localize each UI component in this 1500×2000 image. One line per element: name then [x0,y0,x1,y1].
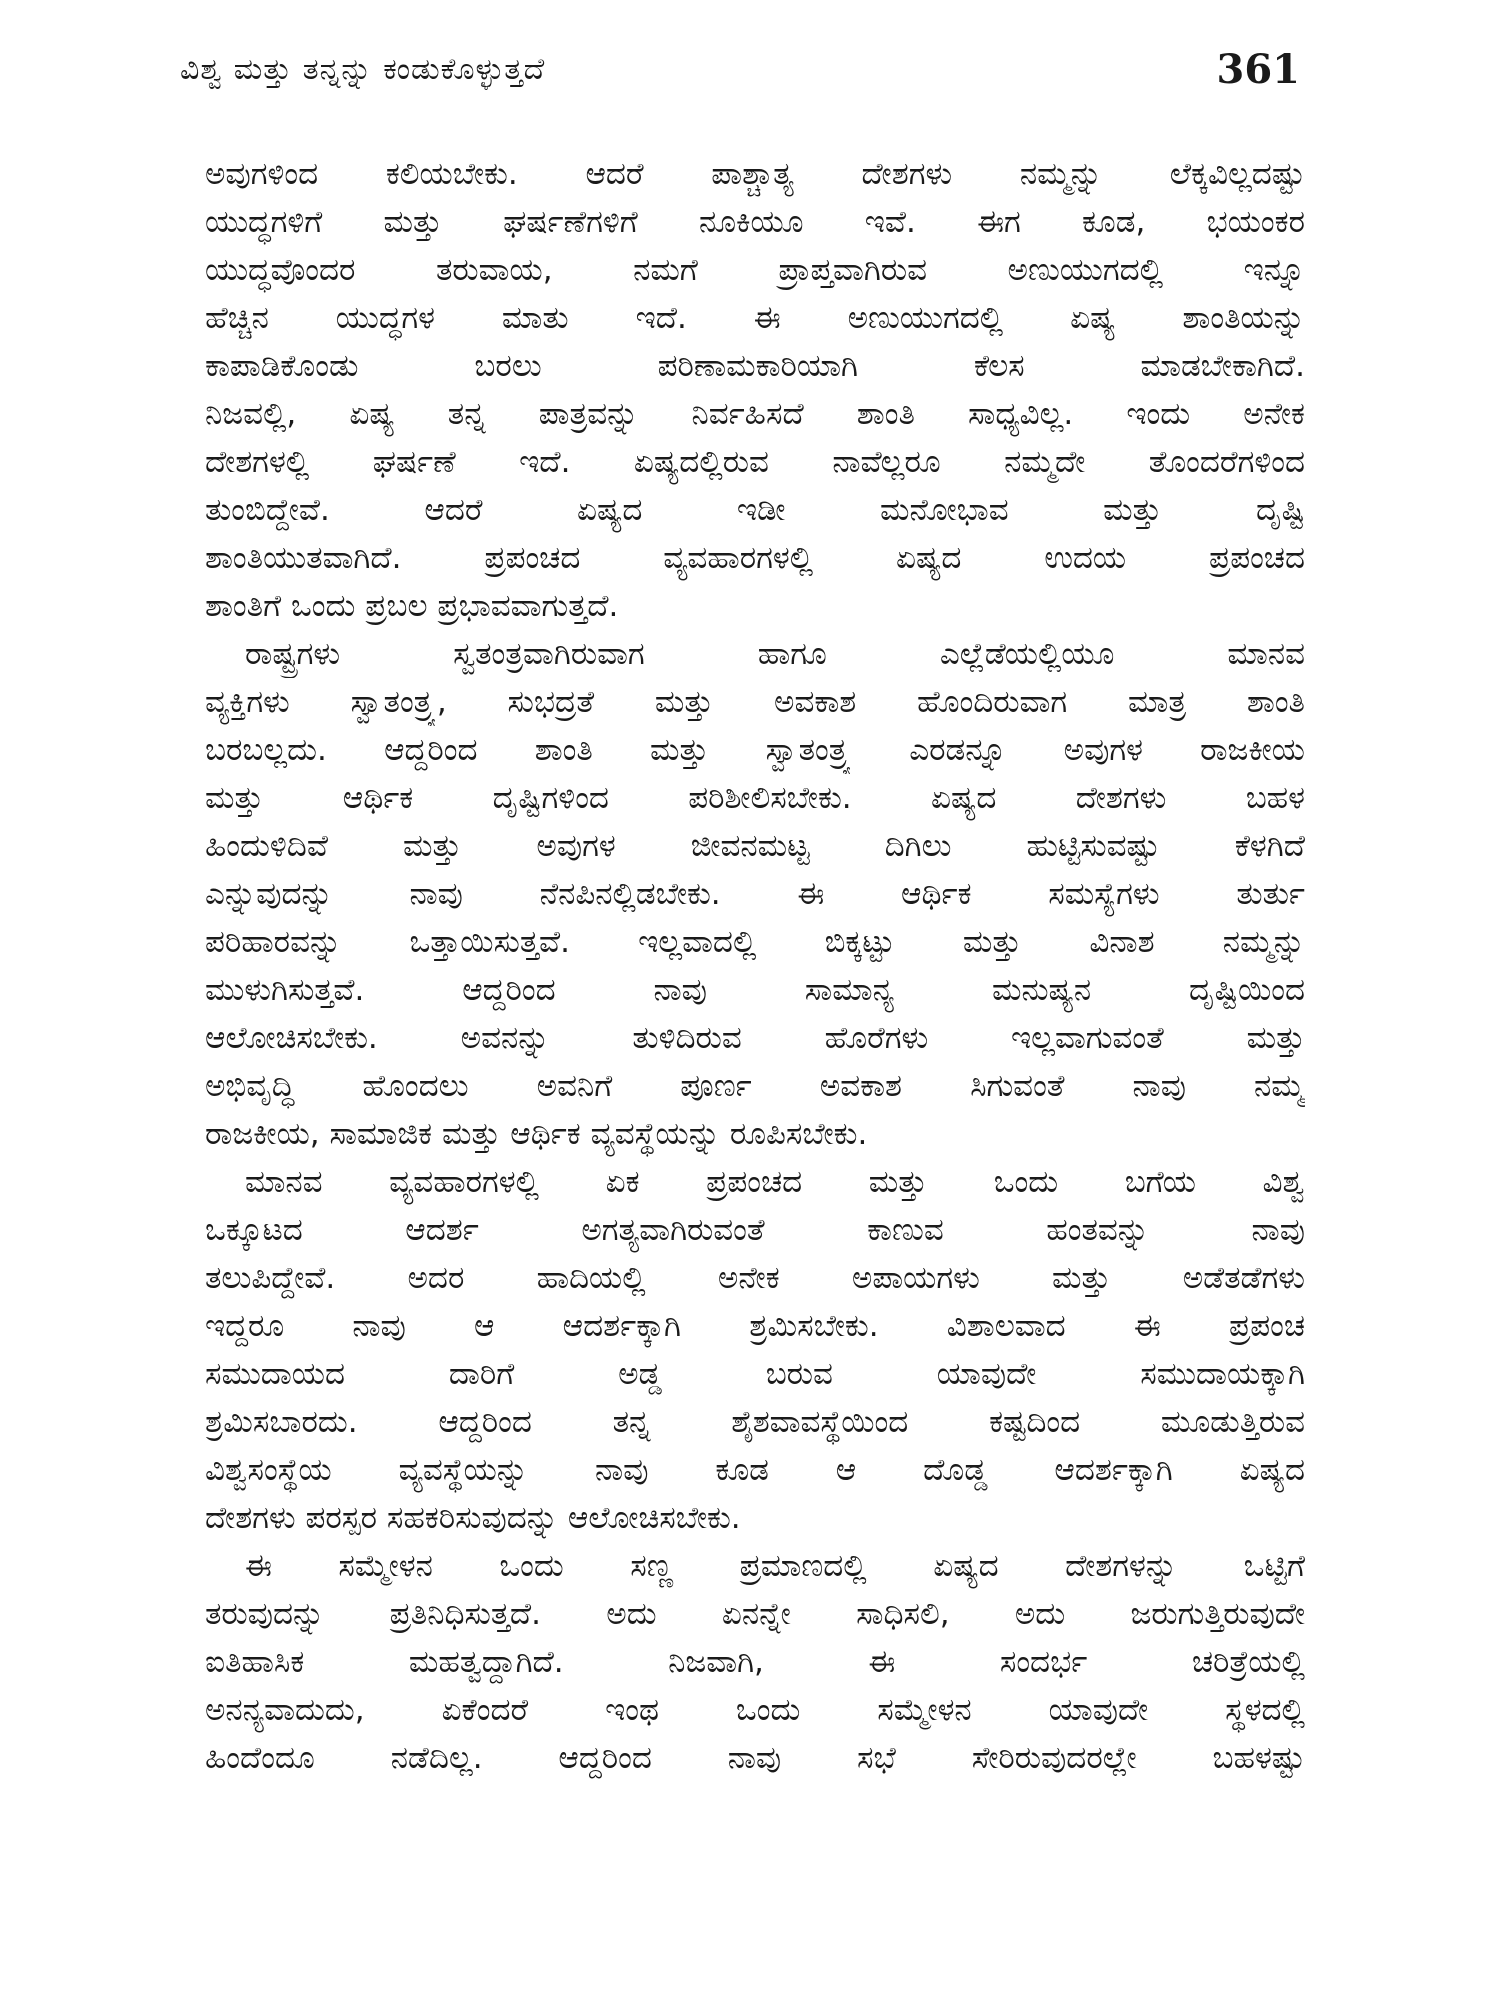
text-line: ಪರಿಹಾರವನ್ನು ಒತ್ತಾಯಿಸುತ್ತವೆ. ಇಲ್ಲವಾದಲ್ಲಿ ಬಿಕ್ಕಟ್ಟು ಮತ್ತು ವಿನಾಶ ನಮ್ಮನ್ನು [205,924,1305,960]
text-line: ಅಭಿವೃದ್ಧಿ ಹೊಂದಲು ಅವನಿಗೆ ಪೂರ್ಣ ಅವಕಾಶ ಸಿಗುವಂತೆ ನಾವು ನಮ್ಮ [205,1068,1305,1104]
text-line: ಶಾಂತಿಯುತವಾಗಿದೆ. ಪ್ರಪಂಚದ ವ್ಯವಹಾರಗಳಲ್ಲಿ ಏಷ್ಯದ ಉದಯ ಪ್ರಪಂಚದ [205,540,1305,576]
text-line: ವ್ಯಕ್ತಿಗಳು ಸ್ವಾತಂತ್ರ್ಯ, ಸುಭದ್ರತೆ ಮತ್ತು ಅವಕಾಶ ಹೊಂದಿರುವಾಗ ಮಾತ್ರ ಶಾಂತಿ [205,684,1305,720]
text-line: ಮುಳುಗಿಸುತ್ತವೆ. ಆದ್ದರಿಂದ ನಾವು ಸಾಮಾನ್ಯ ಮನುಷ್ಯನ ದೃಷ್ಟಿಯಿಂದ [205,972,1305,1008]
text-line: ಆಲೋಚಿಸಬೇಕು. ಅವನನ್ನು ತುಳಿದಿರುವ ಹೊರೆಗಳು ಇಲ್ಲವಾಗುವಂತೆ ಮತ್ತು [205,1020,1305,1056]
text-line: ಹಿಂದುಳಿದಿವೆ ಮತ್ತು ಅವುಗಳ ಜೀವನಮಟ್ಟ ದಿಗಿಲು ಹುಟ್ಟಿಸುವಷ್ಟು ಕೆಳಗಿದೆ [205,828,1305,864]
running-head-title: ವಿಶ್ವ ಮತ್ತು ತನ್ನನ್ನು ಕಂಡುಕೊಳ್ಳುತ್ತದೆ [180,52,546,87]
paragraph-3 [205,1158,1305,1542]
text-line: ಮಾನವ ವ್ಯವಹಾರಗಳಲ್ಲಿ ಏಕ ಪ್ರಪಂಚದ ಮತ್ತು ಒಂದು ಬಗೆಯ ವಿಶ್ವ [245,1164,1305,1200]
text-line: ದೇಶಗಳಲ್ಲಿ ಘರ್ಷಣೆ ಇದೆ. ಏಷ್ಯದಲ್ಲಿರುವ ನಾವೆಲ್ಲರೂ ನಮ್ಮದೇ ತೊಂದರೆಗಳಿಂದ [205,444,1305,480]
text-line: ಬರಬಲ್ಲದು. ಆದ್ದರಿಂದ ಶಾಂತಿ ಮತ್ತು ಸ್ವಾತಂತ್ರ್ಯ ಎರಡನ್ನೂ ಅವುಗಳ ರಾಜಕೀಯ [205,732,1305,768]
text-line: ಎನ್ನುವುದನ್ನು ನಾವು ನೆನಪಿನಲ್ಲಿಡಬೇಕು. ಈ ಆರ್ಥಿಕ ಸಮಸ್ಯೆಗಳು ತುರ್ತು [205,876,1305,912]
text-line: ವಿಶ್ವಸಂಸ್ಥೆಯ ವ್ಯವಸ್ಥೆಯನ್ನು ನಾವು ಕೂಡ ಆ ದೊಡ್ಡ ಆದರ್ಶಕ್ಕಾಗಿ ಏಷ್ಯದ [205,1452,1305,1488]
text-line: ಯುದ್ಧವೊಂದರ ತರುವಾಯ, ನಮಗೆ ಪ್ರಾಪ್ತವಾಗಿರುವ ಅಣುಯುಗದಲ್ಲಿ ಇನ್ನೂ [205,252,1305,288]
paragraph-2 [205,630,1305,1158]
text-line: ತಲುಪಿದ್ದೇವೆ. ಅದರ ಹಾದಿಯಲ್ಲಿ ಅನೇಕ ಅಪಾಯಗಳು ಮತ್ತು ಅಡೆತಡೆಗಳು [205,1260,1305,1296]
text-line: ಹೆಚ್ಚಿನ ಯುದ್ಧಗಳ ಮಾತು ಇದೆ. ಈ ಅಣುಯುಗದಲ್ಲಿ ಏಷ್ಯ ಶಾಂತಿಯನ್ನು [205,300,1305,336]
text-line: ಮತ್ತು ಆರ್ಥಿಕ ದೃಷ್ಟಿಗಳಿಂದ ಪರಿಶೀಲಿಸಬೇಕು. ಏಷ್ಯದ ದೇಶಗಳು ಬಹಳ [205,780,1305,816]
text-line: ತುಂಬಿದ್ದೇವೆ. ಆದರೆ ಏಷ್ಯದ ಇಡೀ ಮನೋಭಾವ ಮತ್ತು ದೃಷ್ಟಿ [205,492,1305,528]
text-line: ನಿಜವಲ್ಲಿ, ಏಷ್ಯ ತನ್ನ ಪಾತ್ರವನ್ನು ನಿರ್ವಹಿಸದೆ ಶಾಂತಿ ಸಾಧ್ಯವಿಲ್ಲ. ಇಂದು ಅನೇಕ [205,396,1305,432]
body-text [205,150,1305,1782]
text-line: ಶ್ರಮಿಸಬಾರದು. ಆದ್ದರಿಂದ ತನ್ನ ಶೈಶವಾವಸ್ಥೆಯಿಂದ ಕಷ್ಟದಿಂದ ಮೂಡುತ್ತಿರುವ [205,1404,1305,1440]
text-line: ಹಿಂದೆಂದೂ ನಡೆದಿಲ್ಲ. ಆದ್ದರಿಂದ ನಾವು ಸಭೆ ಸೇರಿರುವುದರಲ್ಲೇ ಬಹಳಷ್ಟು [205,1740,1305,1776]
text-line: ಇದ್ದರೂ ನಾವು ಆ ಆದರ್ಶಕ್ಕಾಗಿ ಶ್ರಮಿಸಬೇಕು. ವಿಶಾಲವಾದ ಈ ಪ್ರಪಂಚ [205,1308,1305,1344]
text-line: ರಾಷ್ಟ್ರಗಳು ಸ್ವತಂತ್ರವಾಗಿರುವಾಗ ಹಾಗೂ ಎಲ್ಲೆಡೆಯಲ್ಲಿಯೂ ಮಾನವ [245,636,1305,672]
text-line: ದೇಶಗಳು ಪರಸ್ಪರ ಸಹಕರಿಸುವುದನ್ನು ಆಲೋಚಿಸಬೇಕು. [205,1500,741,1536]
text-line: ಈ ಸಮ್ಮೇಳನ ಒಂದು ಸಣ್ಣ ಪ್ರಮಾಣದಲ್ಲಿ ಏಷ್ಯದ ದೇಶಗಳನ್ನು ಒಟ್ಟಿಗೆ [245,1548,1305,1584]
page-number: 361 [1216,46,1300,93]
text-line: ಕಾಪಾಡಿಕೊಂಡು ಬರಲು ಪರಿಣಾಮಕಾರಿಯಾಗಿ ಕೆಲಸ ಮಾಡಬೇಕಾಗಿದೆ. [205,348,1305,384]
text-line: ಐತಿಹಾಸಿಕ ಮಹತ್ವದ್ದಾಗಿದೆ. ನಿಜವಾಗಿ, ಈ ಸಂದರ್ಭ ಚರಿತ್ರೆಯಲ್ಲಿ [205,1644,1305,1680]
text-line: ಸಮುದಾಯದ ದಾರಿಗೆ ಅಡ್ಡ ಬರುವ ಯಾವುದೇ ಸಮುದಾಯಕ್ಕಾಗಿ [205,1356,1305,1392]
text-line: ತರುವುದನ್ನು ಪ್ರತಿನಿಧಿಸುತ್ತದೆ. ಅದು ಏನನ್ನೇ ಸಾಧಿಸಲಿ, ಅದು ಜರುಗುತ್ತಿರುವುದೇ [205,1596,1305,1632]
paragraph-4 [205,1542,1305,1782]
text-line: ಒಕ್ಕೂಟದ ಆದರ್ಶ ಅಗತ್ಯವಾಗಿರುವಂತೆ ಕಾಣುವ ಹಂತವನ್ನು ನಾವು [205,1212,1305,1248]
text-line: ರಾಜಕೀಯ, ಸಾಮಾಜಿಕ ಮತ್ತು ಆರ್ಥಿಕ ವ್ಯವಸ್ಥೆಯನ್ನು ರೂಪಿಸಬೇಕು. [205,1116,868,1152]
text-line: ಅವುಗಳಿಂದ ಕಲಿಯಬೇಕು. ಆದರೆ ಪಾಶ್ಚಾತ್ಯ ದೇಶಗಳು ನಮ್ಮನ್ನು ಲೆಕ್ಕವಿಲ್ಲದಷ್ಟು [205,156,1305,192]
text-line: ಅನನ್ಯವಾದುದು, ಏಕೆಂದರೆ ಇಂಥ ಒಂದು ಸಮ್ಮೇಳನ ಯಾವುದೇ ಸ್ಥಳದಲ್ಲಿ [205,1692,1305,1728]
text-line: ಯುದ್ಧಗಳಿಗೆ ಮತ್ತು ಘರ್ಷಣೆಗಳಿಗೆ ನೂಕಿಯೂ ಇವೆ. ಈಗ ಕೂಡ, ಭಯಂಕರ [205,204,1305,240]
text-line: ಶಾಂತಿಗೆ ಒಂದು ಪ್ರಬಲ ಪ್ರಭಾವವಾಗುತ್ತದೆ. [205,588,619,624]
paragraph-1 [205,150,1305,630]
